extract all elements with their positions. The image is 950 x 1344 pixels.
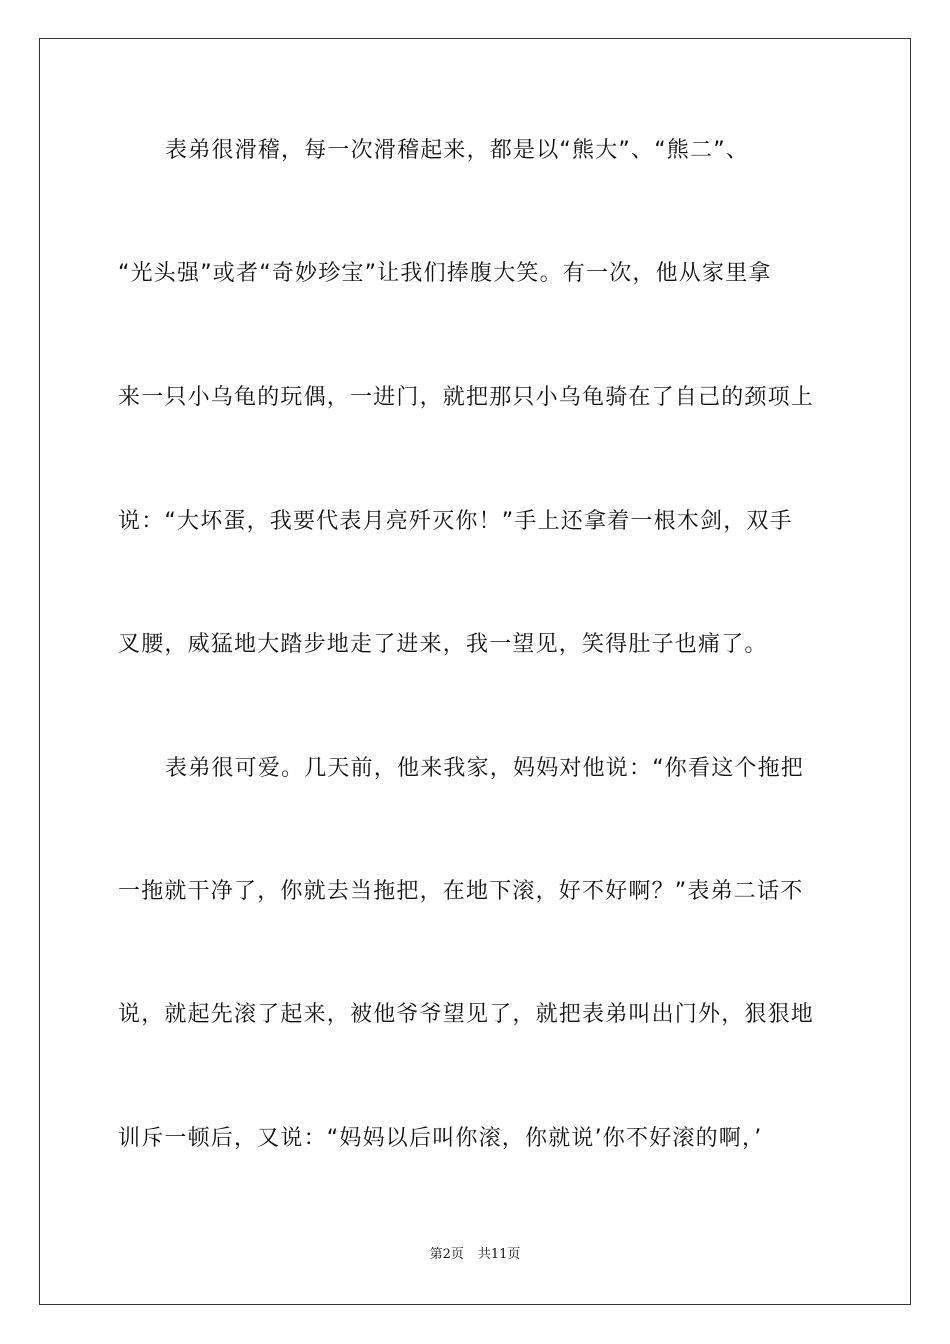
paragraph-1-line-5: 叉腰，威猛地大踏步地走了进来，我一望见，笑得肚子也痛了。 (118, 632, 768, 657)
paragraph-1-line-1: 表弟很滑稽，每一次滑稽起来，都是以“熊大”、“熊二”、 (165, 138, 749, 163)
page-footer (0, 1246, 950, 1264)
paragraph-2-line-1: 表弟很可爱。几天前，他来我家，妈妈对他说：“你看这个拖把 (165, 756, 804, 781)
page-border (39, 38, 911, 1305)
paragraph-1-line-3: 来一只小乌龟的玩偶，一进门，就把那只小乌龟骑在了自己的颈项上 (118, 385, 815, 410)
paragraph-1-line-2: “光头强”或者“奇妙珍宝”让我们捧腹大笑。有一次，他从家里拿 (118, 261, 772, 286)
paragraph-2-line-3: 说，就起先滚了起来，被他爷爷望见了，就把表弟叫出门外，狠狠地 (118, 1002, 815, 1027)
page-total: 共11页 (477, 1247, 521, 1262)
paragraph-2-line-4: 训斥一顿后，又说：“妈妈以后叫你滚，你就说’你不好滚的啊，’ (118, 1126, 763, 1151)
page-number: 第2页 (429, 1247, 464, 1262)
paragraph-1-line-4: 说：“大坏蛋，我要代表月亮歼灭你！”手上还拿着一根木剑，双手 (118, 509, 793, 534)
paragraph-2-line-2: 一拖就干净了，你就去当拖把，在地下滚，好不好啊？”表弟二话不 (118, 879, 804, 904)
